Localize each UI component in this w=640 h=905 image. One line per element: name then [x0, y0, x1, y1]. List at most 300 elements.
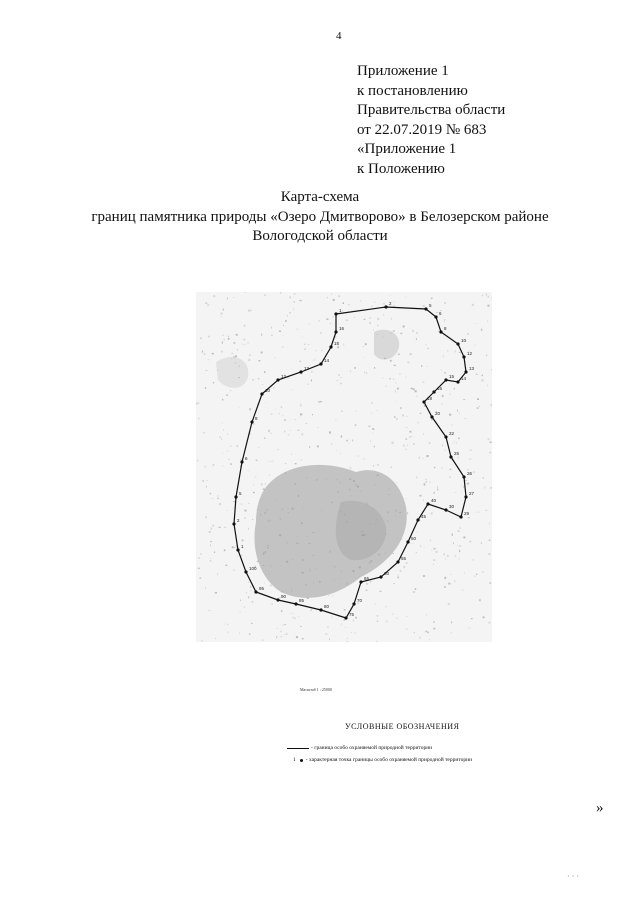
- map-speck: [343, 344, 344, 346]
- map-speck: [350, 467, 352, 469]
- map-speck: [250, 586, 251, 588]
- map-speck: [249, 408, 251, 410]
- map-speck: [445, 559, 446, 560]
- map-speck: [490, 488, 492, 489]
- map-speck: [437, 489, 438, 491]
- map-speck: [290, 430, 291, 431]
- map-speck: [271, 414, 273, 415]
- map-speck: [393, 305, 395, 306]
- map-speck: [211, 528, 212, 530]
- title-line: границ памятника природы «Озеро Дмитворово» в Белозерском районе: [91, 208, 549, 225]
- map-speck: [262, 384, 264, 385]
- map-speck: [330, 323, 331, 324]
- map-speck: [244, 607, 245, 608]
- map-speck: [293, 308, 294, 310]
- map-speck: [310, 609, 312, 611]
- boundary-point: [439, 330, 442, 333]
- map-speck: [458, 457, 459, 459]
- map-speck: [476, 574, 477, 575]
- map-speck: [449, 414, 451, 416]
- map-speck: [312, 414, 313, 415]
- map-speck: [391, 467, 392, 468]
- map-speck: [259, 360, 261, 361]
- map-speck: [300, 361, 301, 362]
- map-speck: [325, 354, 326, 355]
- map-speck: [335, 420, 336, 421]
- map-speck: [406, 498, 407, 499]
- map-speck: [449, 477, 450, 478]
- map-speck: [458, 530, 460, 532]
- boundary-point: [396, 560, 399, 563]
- map-speck: [432, 550, 433, 552]
- map-speck: [398, 577, 399, 579]
- map-speck: [370, 581, 372, 583]
- map-speck: [416, 532, 417, 533]
- map-speck: [426, 344, 427, 346]
- map-speck: [460, 527, 461, 529]
- map-speck: [487, 305, 489, 307]
- boundary-point: [384, 305, 387, 308]
- map-speck: [280, 636, 282, 637]
- map-speck: [299, 300, 301, 301]
- map-speck: [317, 427, 318, 428]
- map-speck: [242, 540, 244, 542]
- map-speck: [373, 465, 374, 466]
- map-speck: [358, 455, 359, 457]
- map-speck: [452, 464, 453, 465]
- map-speck: [458, 438, 459, 440]
- map-speck: [340, 453, 341, 455]
- map-speck: [350, 370, 351, 372]
- map-speck: [382, 378, 384, 379]
- map-speck: [433, 492, 435, 494]
- map-speck: [328, 627, 329, 628]
- map-speck: [463, 486, 464, 488]
- map-speck: [477, 407, 479, 409]
- map-speck: [482, 572, 484, 573]
- map-speck: [488, 553, 490, 555]
- map-speck: [249, 634, 251, 635]
- map-speck: [490, 442, 492, 444]
- map-speck: [205, 303, 207, 304]
- map-speck: [404, 566, 405, 568]
- map-scheme: [196, 292, 492, 642]
- map-speck: [455, 555, 456, 556]
- map-speck: [293, 613, 294, 614]
- map-speck: [360, 300, 361, 301]
- map-speck: [271, 327, 272, 329]
- boundary-point: [449, 455, 452, 458]
- map-speck: [391, 318, 392, 320]
- map-speck: [279, 413, 280, 415]
- map-speck: [461, 491, 462, 492]
- map-speck: [412, 330, 414, 332]
- map-speck: [447, 350, 448, 351]
- map-speck: [436, 312, 438, 313]
- map-speck: [283, 625, 285, 626]
- map-speck: [444, 320, 445, 321]
- map-speck: [355, 617, 357, 619]
- map-speck: [317, 446, 319, 448]
- map-speck: [370, 317, 371, 318]
- map-speck: [444, 372, 446, 373]
- map-speck: [339, 295, 340, 297]
- map-speck: [400, 570, 402, 571]
- map-speck: [487, 385, 488, 387]
- map-speck: [284, 431, 285, 433]
- map-speck: [446, 390, 447, 391]
- legend-point-dot-icon: [300, 759, 303, 762]
- map-speck: [207, 304, 209, 305]
- map-speck: [261, 483, 263, 485]
- map-speck: [342, 310, 343, 311]
- map-speck: [256, 460, 258, 461]
- map-speck: [398, 354, 400, 355]
- map-speck: [286, 634, 287, 635]
- map-speck: [341, 411, 342, 412]
- map-speck: [234, 342, 236, 344]
- map-speck: [233, 508, 234, 509]
- appendix-line: Приложение 1: [357, 63, 449, 79]
- map-speck: [454, 441, 455, 443]
- point-label: 2: [237, 518, 240, 523]
- map-speck: [406, 562, 408, 564]
- point-label: 100: [249, 566, 257, 571]
- map-speck: [454, 580, 455, 582]
- map-speck: [393, 614, 394, 615]
- boundary-point: [344, 616, 347, 619]
- map-speck: [375, 603, 376, 604]
- map-speck: [291, 613, 292, 614]
- map-speck: [377, 615, 378, 617]
- map-speck: [252, 519, 253, 520]
- map-speck: [390, 360, 392, 362]
- map-speck: [244, 518, 246, 520]
- map-speck: [344, 609, 346, 610]
- map-speck: [473, 559, 474, 561]
- map-speck: [377, 325, 378, 327]
- map-speck: [222, 465, 223, 466]
- map-speck: [422, 458, 423, 459]
- map-speck: [284, 419, 285, 421]
- map-speck: [450, 393, 451, 395]
- point-label: 60: [384, 571, 390, 576]
- boundary-point: [444, 508, 447, 511]
- map-speck: [459, 545, 461, 546]
- map-speck: [270, 585, 272, 586]
- map-speck: [226, 395, 228, 396]
- boundary-point: [254, 590, 257, 593]
- map-speck: [463, 399, 465, 400]
- map-speck: [253, 492, 255, 493]
- point-label: 18: [427, 396, 433, 401]
- boundary-point: [234, 495, 237, 498]
- map-speck: [284, 634, 285, 635]
- map-speck: [250, 590, 252, 591]
- map-speck: [396, 570, 397, 571]
- map-speck: [284, 624, 286, 625]
- map-speck: [393, 302, 394, 303]
- map-speck: [298, 616, 299, 617]
- map-speck: [271, 335, 273, 337]
- map-speck: [286, 633, 287, 634]
- map-speck: [232, 546, 234, 548]
- point-label: 27: [469, 491, 475, 496]
- map-speck: [339, 374, 340, 376]
- map-speck: [452, 443, 453, 444]
- map-speck: [441, 370, 443, 371]
- map-speck: [490, 582, 491, 584]
- map-speck: [346, 320, 348, 322]
- map-speck: [365, 343, 367, 345]
- map-speck: [197, 460, 198, 462]
- map-speck: [429, 639, 430, 640]
- map-speck: [222, 351, 223, 353]
- boundary-point: [299, 370, 302, 373]
- map-speck: [443, 356, 444, 358]
- boundary-point: [260, 392, 263, 395]
- map-speck: [210, 545, 211, 547]
- map-speck: [456, 443, 457, 444]
- map-speck: [341, 436, 342, 438]
- map-speck: [212, 468, 213, 469]
- map-speck: [248, 582, 249, 583]
- map-speck: [364, 458, 365, 459]
- map-speck: [431, 419, 432, 421]
- map-speck: [467, 483, 469, 485]
- map-speck: [426, 479, 427, 480]
- map-speck: [213, 295, 215, 297]
- map-speck: [406, 416, 408, 417]
- point-label: 5: [239, 491, 242, 496]
- map-speck: [198, 568, 200, 569]
- map-speck: [416, 338, 417, 340]
- boundary-point: [379, 575, 382, 578]
- map-speck: [200, 554, 201, 555]
- map-speck: [400, 333, 402, 334]
- map-speck: [406, 616, 407, 617]
- map-speck: [311, 372, 313, 373]
- map-speck: [228, 459, 229, 460]
- map-speck: [241, 555, 242, 556]
- map-speck: [228, 336, 229, 338]
- map-speck: [455, 351, 456, 353]
- map-speck: [442, 403, 443, 404]
- map-speck: [400, 407, 401, 409]
- map-speck: [306, 423, 307, 424]
- map-speck: [450, 469, 452, 470]
- map-speck: [433, 559, 435, 561]
- map-speck: [291, 454, 292, 455]
- map-speck: [270, 433, 271, 434]
- map-speck: [311, 379, 312, 381]
- map-speck: [237, 445, 239, 447]
- map-speck: [486, 294, 487, 296]
- map-speck: [264, 583, 265, 584]
- map-speck: [301, 459, 302, 460]
- map-speck: [273, 387, 274, 389]
- map-speck: [227, 632, 229, 633]
- map-speck: [419, 637, 420, 639]
- map-speck: [269, 475, 270, 476]
- boundary-point: [456, 342, 459, 345]
- map-speck: [329, 639, 330, 641]
- map-speck: [396, 482, 397, 483]
- map-speck: [332, 595, 333, 596]
- point-label: 16: [437, 386, 443, 391]
- map-speck: [479, 406, 480, 407]
- map-speck: [219, 527, 221, 528]
- map-speck: [355, 633, 356, 634]
- map-speck: [325, 634, 327, 635]
- map-speck: [373, 329, 374, 331]
- map-speck: [477, 398, 479, 400]
- map-speck: [427, 348, 428, 349]
- map-speck: [320, 401, 322, 402]
- point-label: 2: [389, 301, 392, 306]
- map-speck: [427, 366, 428, 367]
- map-speck: [337, 346, 339, 348]
- map-speck: [279, 331, 281, 332]
- map-speck: [355, 424, 357, 425]
- map-speck: [476, 374, 478, 375]
- map-speck: [411, 436, 412, 437]
- map-speck: [451, 574, 452, 575]
- map-speck: [459, 558, 460, 560]
- map-speck: [406, 566, 407, 567]
- map-speck: [427, 632, 429, 634]
- map-speck: [326, 318, 328, 320]
- map-speck: [198, 418, 200, 419]
- map-speck: [412, 543, 414, 544]
- map-speck: [443, 554, 445, 556]
- map-speck: [397, 401, 398, 402]
- map-speck: [415, 390, 417, 392]
- map-speck: [394, 416, 395, 418]
- map-speck: [205, 587, 206, 589]
- map-speck: [413, 444, 415, 445]
- point-label: 65: [364, 576, 370, 581]
- map-speck: [271, 604, 273, 605]
- map-speck: [264, 295, 266, 296]
- map-speck: [245, 344, 246, 345]
- corner-mark: · · ·: [567, 872, 579, 881]
- map-speck: [269, 461, 270, 462]
- map-speck: [459, 413, 460, 414]
- map-speck: [376, 641, 377, 642]
- map-speck: [230, 390, 231, 391]
- map-speck: [294, 617, 295, 619]
- map-speck: [434, 467, 436, 468]
- map-speck: [235, 355, 237, 357]
- map-speck: [209, 531, 211, 532]
- map-speck: [370, 440, 371, 442]
- map-speck: [424, 547, 425, 548]
- map-speck: [300, 413, 302, 415]
- map-speck: [371, 413, 373, 414]
- map-speck: [205, 370, 207, 371]
- boundary-point: [294, 602, 297, 605]
- map-speck: [377, 621, 379, 622]
- map-speck: [249, 354, 251, 355]
- map-speck: [475, 345, 476, 346]
- map-speck: [414, 632, 415, 633]
- map-speck: [212, 498, 214, 499]
- map-speck: [444, 302, 445, 303]
- map-speck: [283, 325, 284, 326]
- map-speck: [488, 296, 489, 298]
- point-label: 10: [461, 338, 467, 343]
- map-speck: [320, 332, 322, 334]
- map-speck: [248, 471, 249, 472]
- map-speck: [252, 380, 254, 381]
- map-speck: [290, 297, 291, 299]
- point-label: 80: [324, 604, 330, 609]
- legend-point-row: [293, 757, 472, 763]
- map-speck: [315, 358, 316, 359]
- map-speck: [248, 597, 249, 599]
- map-speck: [309, 324, 310, 325]
- map-speck: [403, 326, 405, 328]
- map-speck: [448, 603, 450, 605]
- map-speck: [482, 375, 483, 376]
- map-speck: [481, 543, 482, 544]
- title-line: Вологодской области: [252, 228, 388, 244]
- boundary-point: [464, 370, 467, 373]
- point-label: 55: [401, 556, 407, 561]
- map-speck: [304, 348, 306, 349]
- map-speck: [316, 350, 317, 351]
- map-speck: [425, 631, 427, 632]
- map-speck: [327, 297, 328, 298]
- point-label: 13: [304, 366, 310, 371]
- map-speck: [421, 521, 422, 522]
- appendix-line: «Приложение 1: [357, 141, 457, 157]
- map-speck: [409, 431, 411, 433]
- map-speck: [202, 351, 203, 353]
- map-speck: [346, 440, 347, 442]
- point-label: 40: [431, 498, 437, 503]
- map-speck: [403, 445, 404, 447]
- map-speck: [364, 319, 366, 320]
- map-speck: [451, 622, 452, 624]
- map-speck: [385, 386, 386, 387]
- map-speck: [472, 304, 474, 306]
- point-label: 12: [281, 374, 287, 379]
- map-speck: [438, 331, 439, 332]
- map-speck: [205, 387, 206, 389]
- map-speck: [219, 437, 221, 438]
- map-speck: [255, 477, 256, 478]
- map-speck: [489, 452, 491, 454]
- map-speck: [343, 302, 345, 304]
- map-speck: [210, 541, 212, 542]
- map-speck: [416, 477, 417, 479]
- map-speck: [393, 330, 395, 332]
- map-speck: [222, 335, 224, 336]
- map-speck: [313, 360, 314, 361]
- map-speck: [377, 410, 378, 411]
- appendix-line: к постановлению: [357, 82, 468, 99]
- map-speck: [444, 586, 445, 588]
- map-speck: [278, 449, 279, 450]
- map-speck: [224, 549, 226, 551]
- map-speck: [227, 510, 228, 511]
- map-speck: [387, 621, 388, 623]
- point-label: 15: [334, 341, 340, 346]
- point-label: 70: [357, 598, 363, 603]
- map-speck: [275, 409, 276, 410]
